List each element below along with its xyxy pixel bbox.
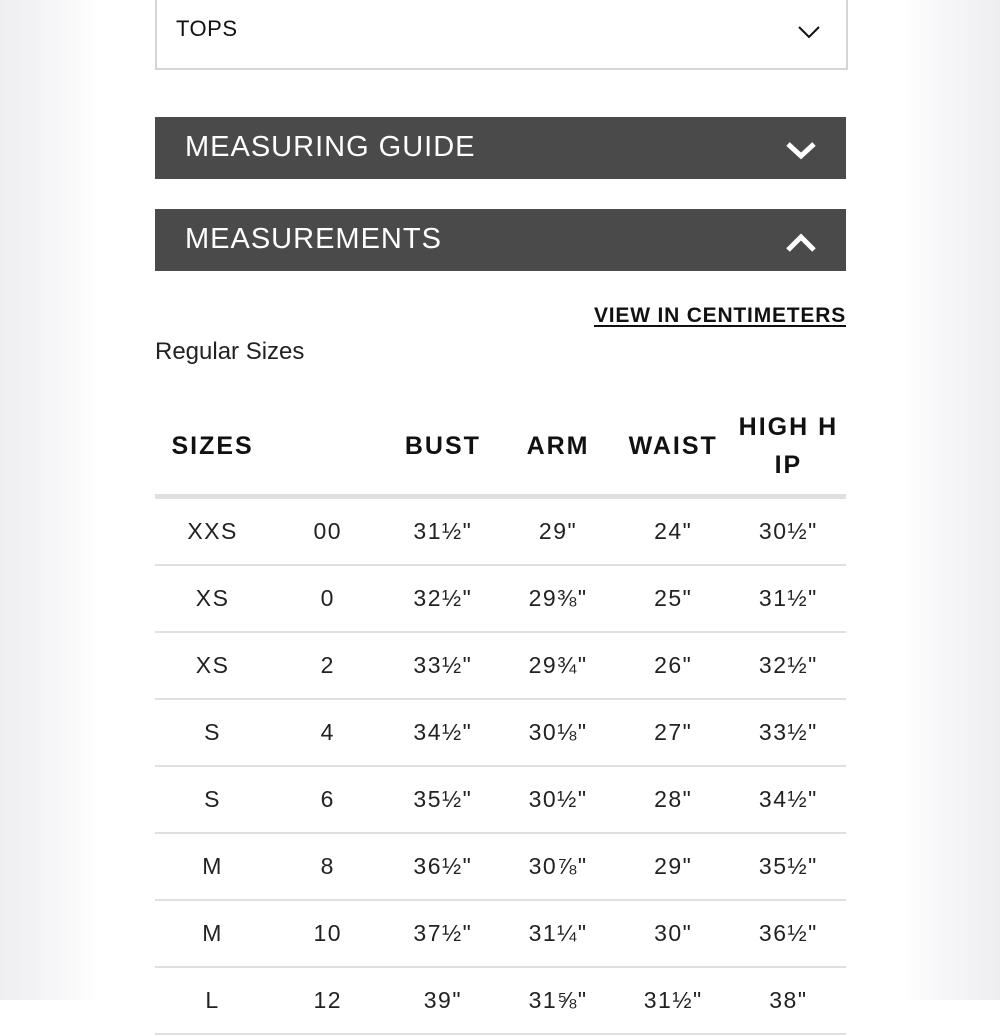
high-hip-cell: 35½" [731, 833, 846, 900]
bust-cell: 34½" [385, 699, 500, 766]
numeric-size-cell: 0 [270, 565, 385, 632]
high-hip-cell: 34½" [731, 766, 846, 833]
chevron-up-icon [785, 231, 817, 253]
size-cell: XS [155, 565, 270, 632]
size-cell: S [155, 766, 270, 833]
bust-cell: 37½" [385, 900, 500, 967]
chevron-down-icon [798, 20, 820, 42]
arm-cell: 31⅝" [500, 967, 615, 1034]
table-row [155, 497, 846, 566]
size-cell: XXS [155, 497, 270, 566]
arm-cell: 29" [500, 497, 615, 566]
measurements-title: MEASUREMENTS [185, 223, 442, 255]
high-hip-cell: 31½" [731, 565, 846, 632]
numeric-size-cell: 6 [270, 766, 385, 833]
high-hip-cell: 32½" [731, 632, 846, 699]
high-hip-cell: 33½" [731, 699, 846, 766]
table-header-row [155, 398, 846, 497]
category-dropdown[interactable] [155, 0, 848, 70]
table-row [155, 900, 846, 967]
header-numeric-size [270, 398, 385, 497]
high-hip-cell: 38" [731, 967, 846, 1034]
table-row [155, 632, 846, 699]
bust-cell: 31½" [385, 497, 500, 566]
bust-cell: 36½" [385, 833, 500, 900]
size-cell: L [155, 967, 270, 1034]
waist-cell: 30" [616, 900, 731, 967]
arm-cell: 29¾" [500, 632, 615, 699]
waist-cell: 26" [616, 632, 731, 699]
size-cell: S [155, 699, 270, 766]
header-waist: WAIST [616, 398, 731, 497]
waist-cell: 27" [616, 699, 731, 766]
table-row [155, 565, 846, 632]
waist-cell: 28" [616, 766, 731, 833]
arm-cell: 30⅞" [500, 833, 615, 900]
measurements-accordion[interactable] [155, 209, 846, 271]
size-cell: XS [155, 632, 270, 699]
regular-sizes-label: Regular Sizes [155, 338, 305, 365]
high-hip-cell: 36½" [731, 900, 846, 967]
arm-cell: 30⅛" [500, 699, 615, 766]
waist-cell: 25" [616, 565, 731, 632]
bust-cell: 35½" [385, 766, 500, 833]
header-sizes: SIZES [155, 398, 270, 497]
waist-cell: 24" [616, 497, 731, 566]
measuring-guide-title: MEASURING GUIDE [185, 131, 476, 163]
numeric-size-cell: 4 [270, 699, 385, 766]
numeric-size-cell: 8 [270, 833, 385, 900]
table-row [155, 833, 846, 900]
numeric-size-cell: 10 [270, 900, 385, 967]
measuring-guide-accordion[interactable] [155, 117, 846, 179]
view-in-centimeters-link[interactable]: VIEW IN CENTIMETERS [593, 304, 846, 327]
category-dropdown-value: TOPS [176, 16, 238, 41]
numeric-size-cell: 00 [270, 497, 385, 566]
size-cell: M [155, 833, 270, 900]
bust-cell: 33½" [385, 632, 500, 699]
arm-cell: 31¼" [500, 900, 615, 967]
arm-cell: 30½" [500, 766, 615, 833]
size-chart-table [155, 398, 846, 1035]
table-body [155, 497, 846, 1035]
header-high-hip: HIGH HIP [731, 398, 846, 497]
header-bust: BUST [385, 398, 500, 497]
table-row [155, 967, 846, 1034]
header-arm: ARM [500, 398, 615, 497]
numeric-size-cell: 12 [270, 967, 385, 1034]
table-row [155, 699, 846, 766]
waist-cell: 31½" [616, 967, 731, 1034]
numeric-size-cell: 2 [270, 632, 385, 699]
arm-cell: 29⅜" [500, 565, 615, 632]
table-row [155, 766, 846, 833]
high-hip-cell: 30½" [731, 497, 846, 566]
bust-cell: 32½" [385, 565, 500, 632]
chevron-down-icon [785, 139, 817, 161]
bust-cell: 39" [385, 967, 500, 1034]
size-cell: M [155, 900, 270, 967]
waist-cell: 29" [616, 833, 731, 900]
